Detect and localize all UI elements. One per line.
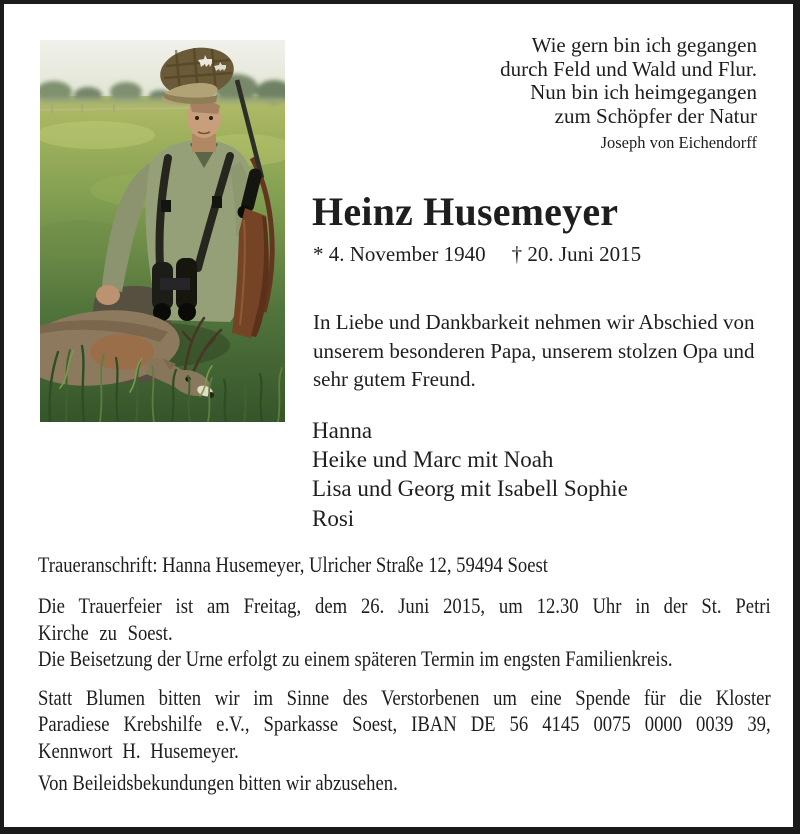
poem-line: Nun bin ich heimgegangen (530, 80, 757, 105)
mourner-name: Heike und Marc mit Noah (312, 447, 554, 473)
border-right (793, 0, 800, 834)
deceased-name: Heinz Husemeyer (312, 189, 619, 234)
birth-date: * 4. November 1940 (313, 242, 486, 266)
poem-attribution: Joseph von Eichendorff (600, 133, 757, 153)
mourner-name: Rosi (312, 505, 355, 531)
death-date: † 20. Juni 2015 (511, 242, 642, 266)
hunter-fist (96, 285, 120, 305)
burial-info: Die Beisetzung der Urne erfolgt zu einem späteren Termin im engsten Familienkreis. (38, 645, 673, 671)
border-top (0, 0, 800, 4)
mourning-address: Traueranschrift: Hanna Husemeyer, Ulricher Straße 12, 59494 Soest (38, 552, 548, 577)
mourner-name: Hanna (312, 418, 373, 443)
condolences-note: Von Beileidsbekundungen bitten wir abzusehen. (38, 770, 398, 796)
poem-line: zum Schöpfer der Natur (554, 103, 757, 128)
mourners-list (312, 416, 782, 533)
funeral-details (38, 552, 771, 796)
hunter-photo-illustration (40, 40, 285, 422)
tribute-text: In Liebe und Dankbarkeit nehmen wir Abschied von unserem besonderen Papa, unserem stolzen Opa und sehr gutem Freund. (313, 310, 755, 392)
poem-line: durch Feld und Wald und Flur. (500, 56, 757, 81)
deceased-photo (40, 40, 285, 422)
donation-info: Statt Blumen bitten wir im Sinne des Verstorbenen um eine Spende für die Kloster Paradiese Krebshilfe e.V., Sparkasse Soest, IBAN DE 56 4145 0075 0000 0039 39, Kennwort H. Husemeyer. (38, 685, 771, 763)
mourner-name: Lisa und Georg mit Isabell Sophie (312, 476, 628, 502)
border-bottom (0, 827, 800, 834)
service-info: Die Trauerfeier ist am Freitag, dem 26. Juni 2015, um 12.30 Uhr in der St. Petri Kirche zu Soest. (38, 593, 771, 645)
border-left (0, 0, 4, 834)
life-dates (313, 242, 641, 267)
poem-line: Wie gern bin ich gegangen (531, 33, 757, 57)
memorial-poem (500, 34, 757, 155)
